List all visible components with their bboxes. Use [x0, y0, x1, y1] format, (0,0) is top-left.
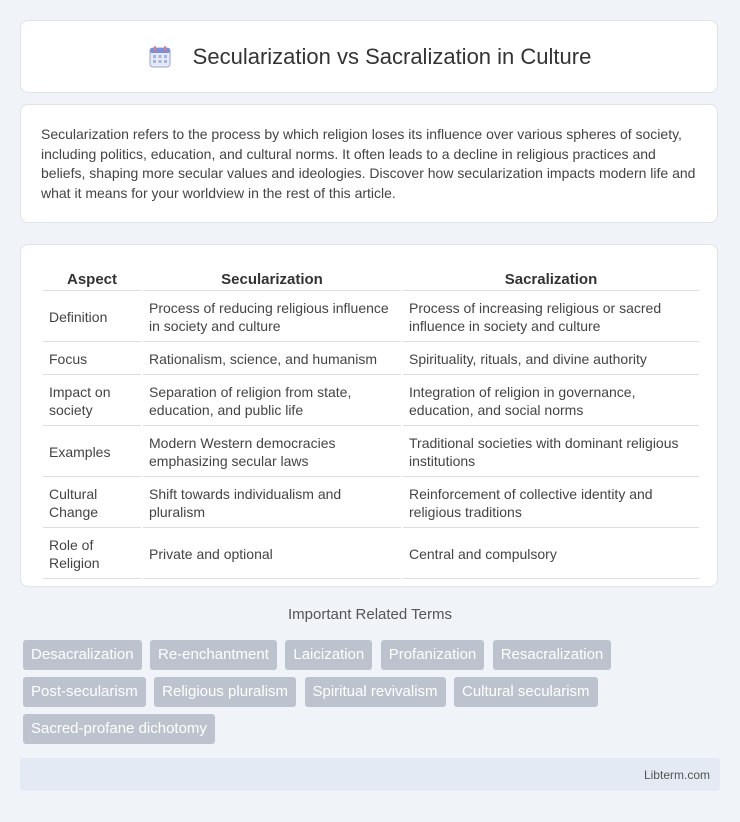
table-cell: Rationalism, science, and humanism: [143, 344, 401, 375]
table-cell: Role of Religion: [43, 530, 141, 579]
comparison-card: [20, 244, 718, 587]
table-cell: Private and optional: [143, 530, 401, 579]
related-term-tag[interactable]: Spiritual revivalism: [305, 677, 446, 707]
table-row: [43, 293, 699, 342]
table-row: [43, 530, 699, 579]
column-header: Sacralization: [403, 267, 699, 291]
footer: [20, 758, 720, 791]
calendar-icon: [147, 44, 173, 70]
intro-card: [20, 104, 718, 223]
related-term-tag[interactable]: Re-enchantment: [150, 640, 277, 670]
table-cell: Focus: [43, 344, 141, 375]
table-cell: Shift towards individualism and pluralism: [143, 479, 401, 528]
table-row: [43, 428, 699, 477]
related-term-tag[interactable]: Cultural secularism: [454, 677, 598, 707]
table-header-row: [43, 267, 699, 291]
related-term-tag[interactable]: Religious pluralism: [154, 677, 296, 707]
related-terms-list: [23, 640, 723, 751]
page-title: Secularization vs Sacralization in Culture: [192, 43, 592, 69]
table-cell: Integration of religion in governance, education, and social norms: [403, 377, 699, 426]
table-cell: Spirituality, rituals, and divine authority: [403, 344, 699, 375]
related-term-tag[interactable]: Laicization: [285, 640, 372, 670]
column-header: Secularization: [143, 267, 401, 291]
header-card: [20, 20, 718, 93]
table-cell: Reinforcement of collective identity and religious traditions: [403, 479, 699, 528]
table-cell: Definition: [43, 293, 141, 342]
table-row: [43, 479, 699, 528]
table-cell: Traditional societies with dominant religious institutions: [403, 428, 699, 477]
table-cell: Separation of religion from state, education, and public life: [143, 377, 401, 426]
related-term-tag[interactable]: Profanization: [381, 640, 485, 670]
table-cell: Modern Western democracies emphasizing secular laws: [143, 428, 401, 477]
table-cell: Process of increasing religious or sacred influence in society and culture: [403, 293, 699, 342]
column-header: Aspect: [43, 267, 141, 291]
intro-text: Secularization refers to the process by which religion loses its influence over various spheres of society, including politics, education, and cultural norms. It often leads to a decline in religious practices and beliefs, shaping more secular values and ideologies. Discover how secularization impacts modern life and what it means for your worldview in the rest of this article.: [41, 126, 696, 201]
related-terms-title: Important Related Terms: [288, 606, 452, 623]
table-cell: Impact on society: [43, 377, 141, 426]
table-cell: Cultural Change: [43, 479, 141, 528]
related-term-tag[interactable]: Resacralization: [493, 640, 612, 670]
footer-link[interactable]: Libterm.com: [643, 767, 710, 782]
table-cell: Examples: [43, 428, 141, 477]
table-row: [43, 377, 699, 426]
comparison-table: [41, 265, 701, 581]
related-term-tag[interactable]: Sacred-profane dichotomy: [23, 714, 215, 744]
table-row: [43, 344, 699, 375]
table-cell: Process of reducing religious influence in society and culture: [143, 293, 401, 342]
related-term-tag[interactable]: Post-secularism: [23, 677, 146, 707]
related-term-tag[interactable]: Desacralization: [23, 640, 142, 670]
table-cell: Central and compulsory: [403, 530, 699, 579]
